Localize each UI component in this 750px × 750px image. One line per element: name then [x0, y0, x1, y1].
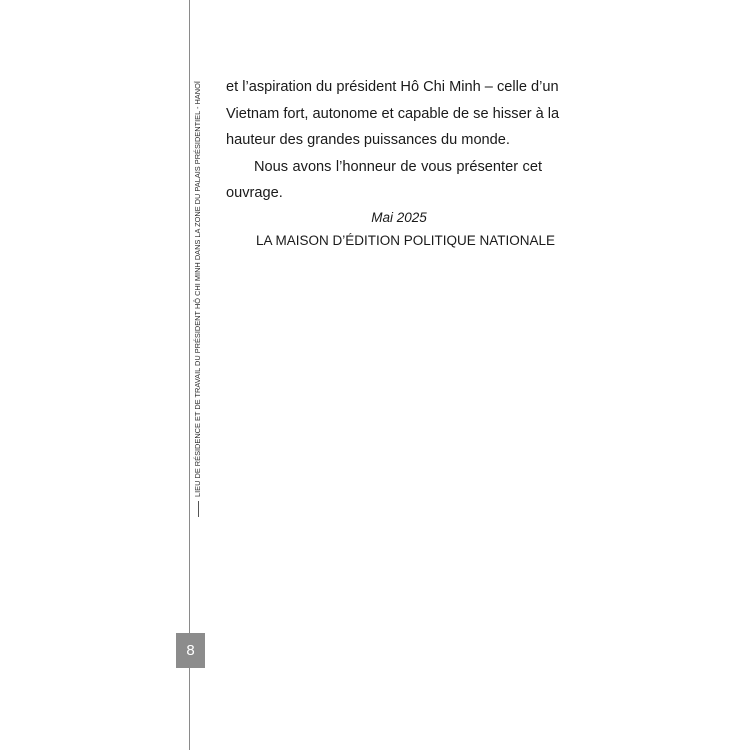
- running-head-text: LIEU DE RÉSIDENCE ET DE TRAVAIL DU PRÉSIDENT HÔ CHI MINH DANS LA ZONE DU PALAIS PRÉSIDENTIEL - HANOÏ: [193, 81, 202, 497]
- page-number: 8: [186, 642, 195, 659]
- paragraph-1: [226, 74, 560, 154]
- signature-date: Mai 2025: [371, 209, 427, 225]
- paragraph-2: [226, 154, 542, 207]
- body-text: [226, 74, 560, 253]
- text-line: hauteur des grandes puissances du monde.: [226, 132, 510, 148]
- text-line: Nous avons l’honneur de vous présenter cet: [254, 158, 542, 175]
- signature-publisher: LA MAISON D’ÉDITION POLITIQUE NATIONALE: [256, 232, 556, 248]
- page-number-tab: [176, 633, 205, 668]
- running-head-dash: [198, 501, 199, 517]
- text-line: Vietnam fort, autonome et capable de se hisser à la: [226, 105, 560, 122]
- text-line: ouvrage.: [226, 185, 283, 201]
- text-line: et l’aspiration du président Hô Chi Minh – celle d’un: [226, 79, 559, 95]
